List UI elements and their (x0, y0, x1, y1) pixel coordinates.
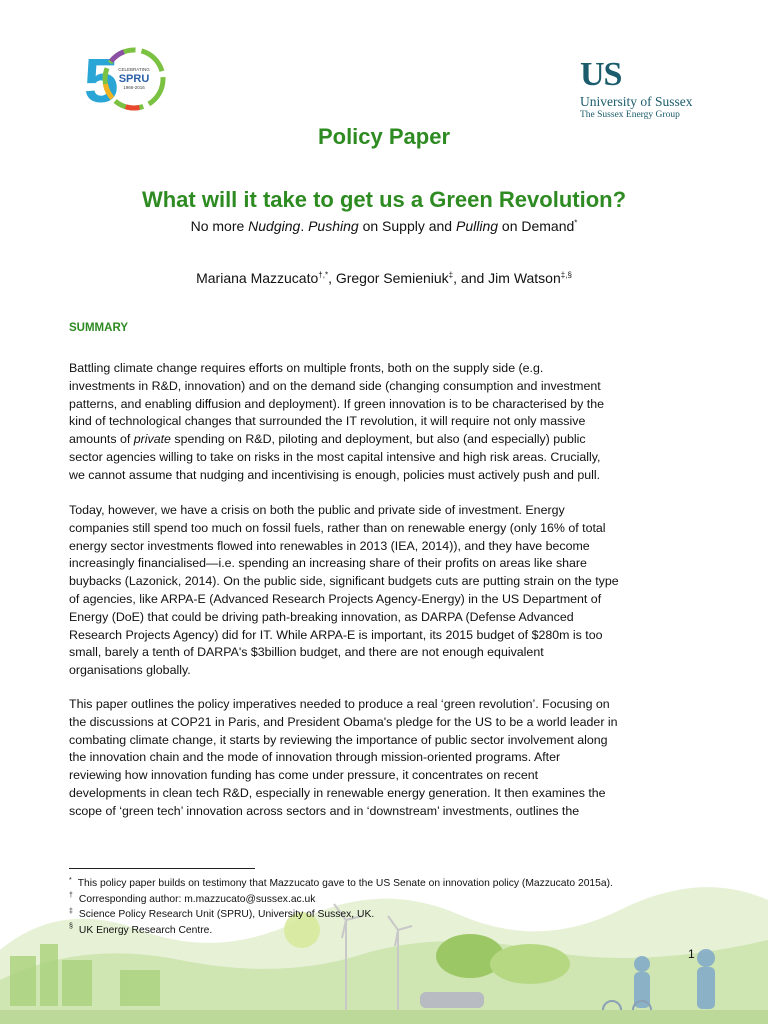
policy-paper-label: Policy Paper (317, 124, 451, 149)
footnotes (69, 876, 613, 938)
sussex-us-mark: US (580, 56, 622, 93)
svg-text:1966-2016: 1966-2016 (123, 85, 145, 90)
svg-text:5: 5 (84, 47, 119, 112)
svg-text:SPRU: SPRU (118, 73, 150, 85)
summary-paragraph-2: Today, however, we have a crisis on both the public and private side of investment. Energy companies still spend too much on fossil fuels, rather than on renewable energy (only 16% of total energy sector investments flowed into renewables in 2013 (IEA, 2014)), and they have become increasingly financialised—i.e. spending an increasing share of their profits on areas like share buybacks (Lazonick, 2014). On the public side, significant budgets cuts are putting strain on the type of agencies, like ARPA-E (Advanced Research Projects Agency-Energy) in the US Department of Energy (DoE) that could be driving path-breaking innovation, as DARPA (Defense Advanced Research Projects Agency) did for IT. While ARPA-E is important, its 2015 budget of $280m is too small, barely a tenth of DARPA's $3billion budget, and there are not enough equivalent organisations globally. (69, 503, 619, 678)
university-of-sussex-logo (580, 58, 730, 121)
author-list: Mariana Mazzucato†,*, Gregor Semieniuk‡, and Jim Watson‡,§ (196, 270, 572, 286)
sussex-name: University of Sussex (580, 94, 693, 109)
footnote-item: † Corresponding author: m.mazzucato@sussex.ac.uk (69, 892, 316, 905)
page-number: 1 (688, 947, 695, 961)
summary-paragraph-3: This paper outlines the policy imperatives needed to produce a real ‘green revolution’. Focusing on the discussions at COP21 in Paris, and President Obama's pledge for the US to be a world leader in combating climate change, it starts by reviewing the importance of public sector involvement along the innovation chain and the mode of innovation through mission-oriented programs. After reviewing how innovation funding has come under pressure, it concentrates on recent developments in clean tech R&D, especially in renewable energy generation. It then examines the scope of ‘green tech’ innovation across sectors and in ‘downstream’ investments, outlines the (69, 697, 618, 818)
summary-paragraph-1: Battling climate change requires efforts on multiple fronts, both on the supply side (e.g. investments in R&D, innovation) and on the demand side (changing consumption and investment patterns, and enabling diffusion and deployment). If green innovation is to be characterised by the kind of technological changes that surrounded the IT revolution, it will require not only massive amounts of private spending on R&D, piloting and deployment, but also (and especially) public sector agencies willing to take on risks in the most capital intensive and high risk areas. Crucially, we cannot assume that nudging and incentivising is enough, policies must actively push and pull. (69, 361, 604, 482)
footnote-item: § UK Energy Research Centre. (69, 923, 213, 936)
paper-title: What will it take to get us a Green Revolution? (141, 187, 627, 212)
svg-text:CELEBRATING: CELEBRATING (118, 67, 150, 72)
paper-subtitle: No more Nudging. Pushing on Supply and Pulling on Demand* (190, 218, 578, 234)
footnote-item: * This policy paper builds on testimony that Mazzucato gave to the US Senate on innovation policy (Mazzucato 2015a). (69, 876, 613, 889)
footnote-item: ‡ Science Policy Research Unit (SPRU), University of Sussex, UK. (69, 907, 375, 920)
sussex-energy-group: The Sussex Energy Group (580, 110, 680, 120)
spru-50-logo (82, 46, 170, 112)
summary-heading: SUMMARY (69, 322, 128, 334)
